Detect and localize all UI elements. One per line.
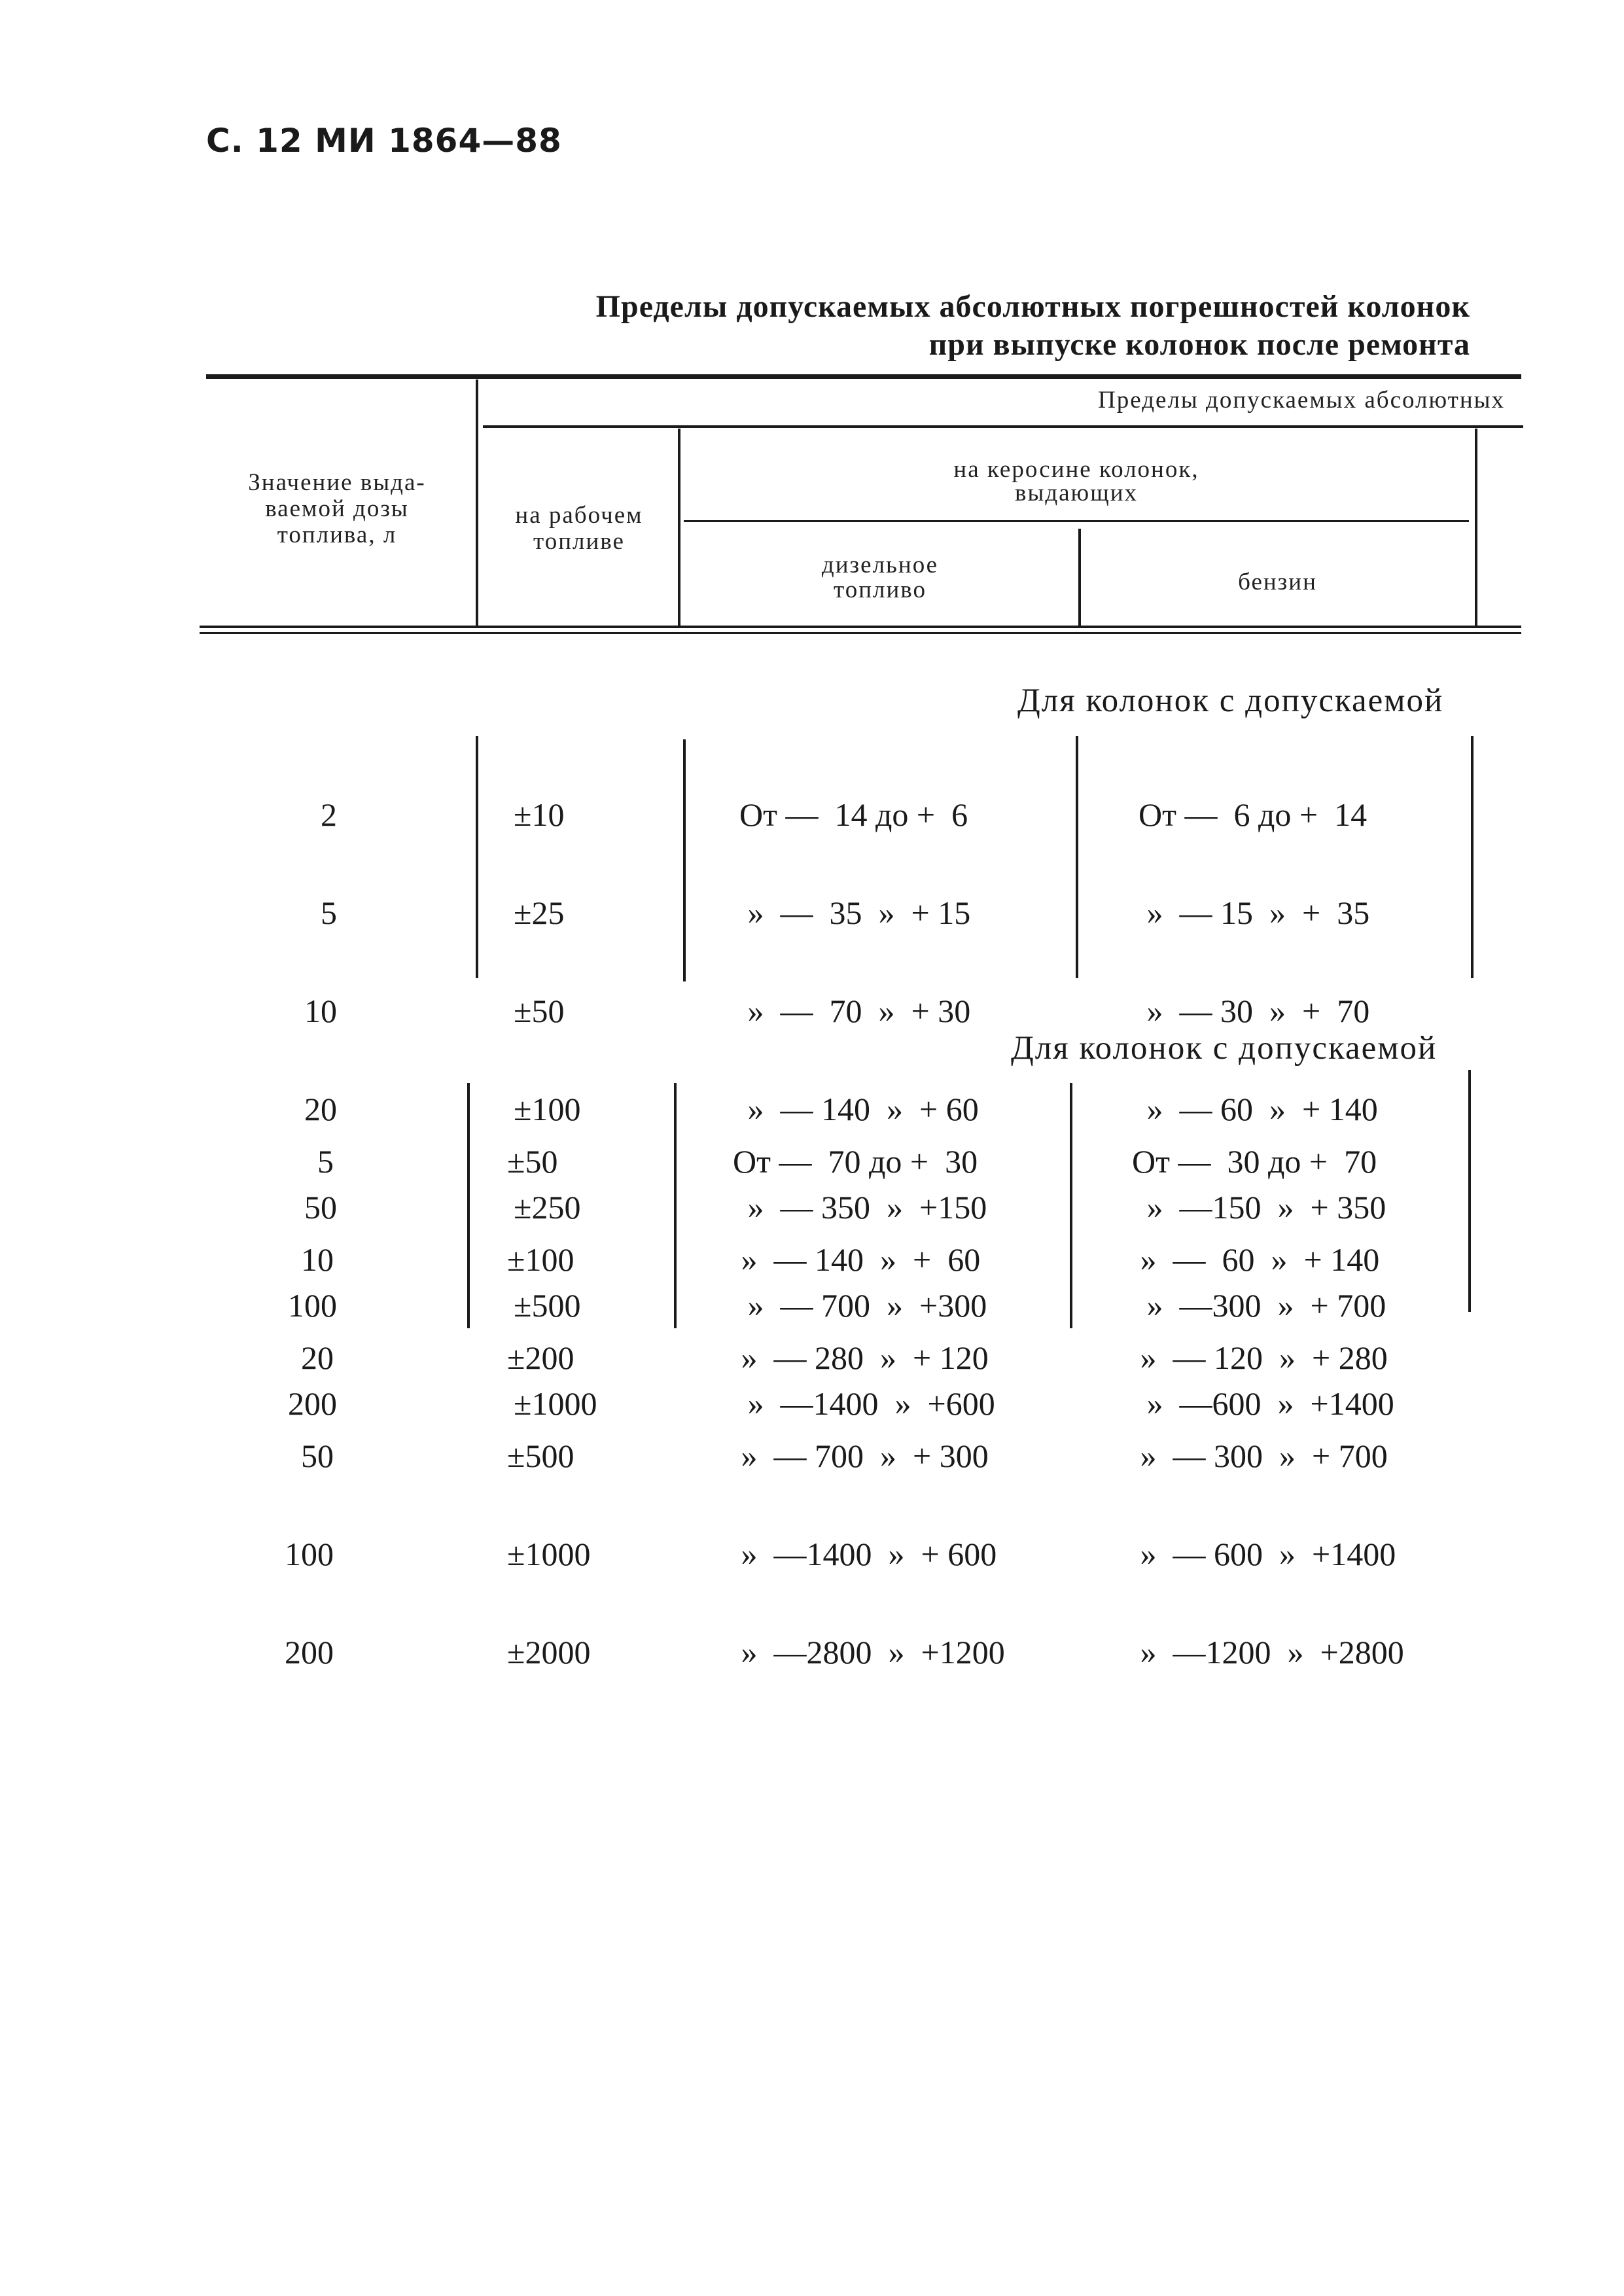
diesel-cell: » — 700 » +300 (739, 1287, 987, 1324)
kerosene-group-rule (684, 520, 1469, 522)
diesel-cell: От — 14 до + 6 (739, 796, 968, 833)
table-title (292, 288, 1470, 364)
section-2-divider-working-fuel (674, 1083, 677, 1328)
header-divider-gasoline (1475, 429, 1477, 626)
header-kerosene-group: на керосине колонок, выдающих (953, 456, 1199, 506)
section-2-diesel (733, 1080, 1067, 1701)
page-header: С. 12 МИ 1864—88 (206, 122, 562, 160)
diesel-cell: » —2800 » +1200 (733, 1634, 1005, 1670)
section-2-divider-dose (467, 1083, 470, 1328)
gasoline-cell: » —300 » + 700 (1139, 1287, 1386, 1324)
diesel-cell: » —1400 » + 600 (733, 1536, 997, 1572)
gasoline-cell: » — 300 » + 700 (1132, 1438, 1388, 1474)
working-fuel-cell: ±1000 (514, 1385, 597, 1422)
working-fuel-cell: ±500 (514, 1287, 581, 1324)
dose-cell: 10 (304, 993, 337, 1029)
table-title-line-1: Пределы допускаемых абсолютных погрешностей колонок (595, 289, 1470, 324)
header-diesel: дизельное топливо (821, 552, 939, 603)
header-gasoline: бензин (1238, 569, 1317, 595)
working-fuel-cell: ±2000 (507, 1634, 591, 1670)
gasoline-cell: » —600 » +1400 (1139, 1385, 1394, 1422)
working-fuel-cell: ±500 (507, 1438, 574, 1474)
header-divider-dose (476, 380, 478, 626)
diesel-cell: » —1400 » +600 (739, 1385, 995, 1422)
header-dose: Значение выда- ваемой дозы топлива, л (248, 469, 426, 548)
dose-cell: 100 (288, 1287, 337, 1324)
diesel-cell: » — 350 » +150 (739, 1189, 987, 1226)
section-2-divider-gasoline (1468, 1070, 1471, 1312)
working-fuel-cell: ±200 (507, 1339, 574, 1376)
gasoline-cell: » — 30 » + 70 (1139, 993, 1370, 1029)
diesel-cell: » — 70 » + 30 (739, 993, 971, 1029)
gasoline-cell: От — 30 до + 70 (1132, 1143, 1377, 1180)
gasoline-cell: » —150 » + 350 (1139, 1189, 1386, 1226)
diesel-cell: » — 140 » + 60 (733, 1241, 981, 1278)
working-fuel-cell: ±10 (514, 796, 565, 833)
working-fuel-cell: ±25 (514, 894, 565, 931)
section-1-divider-gasoline (1471, 736, 1474, 978)
section-1-title: Для колонок с допускаемой (1017, 682, 1444, 719)
dose-cell: 5 (317, 1143, 334, 1180)
limits-group-rule (483, 425, 1523, 428)
dose-cell: 20 (301, 1339, 334, 1376)
dose-cell: 100 (285, 1536, 334, 1572)
header-divider-diesel (1078, 529, 1081, 626)
gasoline-cell: » — 600 » +1400 (1132, 1536, 1396, 1572)
section-1-divider-diesel (1076, 736, 1078, 978)
diesel-cell: » — 280 » + 120 (733, 1339, 989, 1376)
section-2-working-fuel (507, 1080, 671, 1701)
table-top-rule (206, 374, 1521, 379)
working-fuel-cell: ±250 (514, 1189, 581, 1226)
gasoline-cell: » — 15 » + 35 (1139, 894, 1370, 931)
dose-cell: 50 (304, 1189, 337, 1226)
diesel-cell: » — 700 » + 300 (733, 1438, 989, 1474)
dose-cell: 5 (321, 894, 337, 931)
working-fuel-cell: ±100 (507, 1241, 574, 1278)
section-2-doses (268, 1080, 334, 1701)
table-title-line-2: при выпуске колонок после ремонта (928, 327, 1470, 362)
section-2-divider-diesel (1070, 1083, 1072, 1328)
working-fuel-cell: ±50 (507, 1143, 558, 1180)
dose-cell: 10 (301, 1241, 334, 1278)
diesel-cell: » — 140 » + 60 (739, 1091, 979, 1127)
header-limits-group: Пределы допускаемых абсолютных (1098, 387, 1505, 414)
diesel-cell: » — 35 » + 15 (739, 894, 971, 931)
gasoline-cell: » — 60 » + 140 (1132, 1241, 1380, 1278)
header-divider-working-fuel (678, 429, 680, 626)
dose-cell: 50 (301, 1438, 334, 1474)
header-working-fuel: на рабочем топливе (515, 502, 643, 555)
gasoline-cell: От — 6 до + 14 (1139, 796, 1368, 833)
dose-cell: 2 (321, 796, 337, 833)
gasoline-cell: » — 120 » + 280 (1132, 1339, 1388, 1376)
gasoline-cell: » —1200 » +2800 (1132, 1634, 1404, 1670)
section-1-divider-working-fuel (683, 739, 686, 981)
section-2-gasoline (1132, 1080, 1466, 1701)
gasoline-cell: » — 60 » + 140 (1139, 1091, 1378, 1127)
working-fuel-cell: ±50 (514, 993, 565, 1029)
working-fuel-cell: ±1000 (507, 1536, 591, 1572)
section-1-divider-dose (476, 736, 478, 978)
dose-cell: 20 (304, 1091, 337, 1127)
dose-cell: 200 (285, 1634, 334, 1670)
header-bottom-rule-2 (200, 632, 1521, 634)
section-2-title: Для колонок с допускаемой (1011, 1030, 1438, 1067)
diesel-cell: От — 70 до + 30 (733, 1143, 978, 1180)
dose-cell: 200 (288, 1385, 337, 1422)
working-fuel-cell: ±100 (514, 1091, 581, 1127)
header-bottom-rule-1 (200, 626, 1521, 628)
